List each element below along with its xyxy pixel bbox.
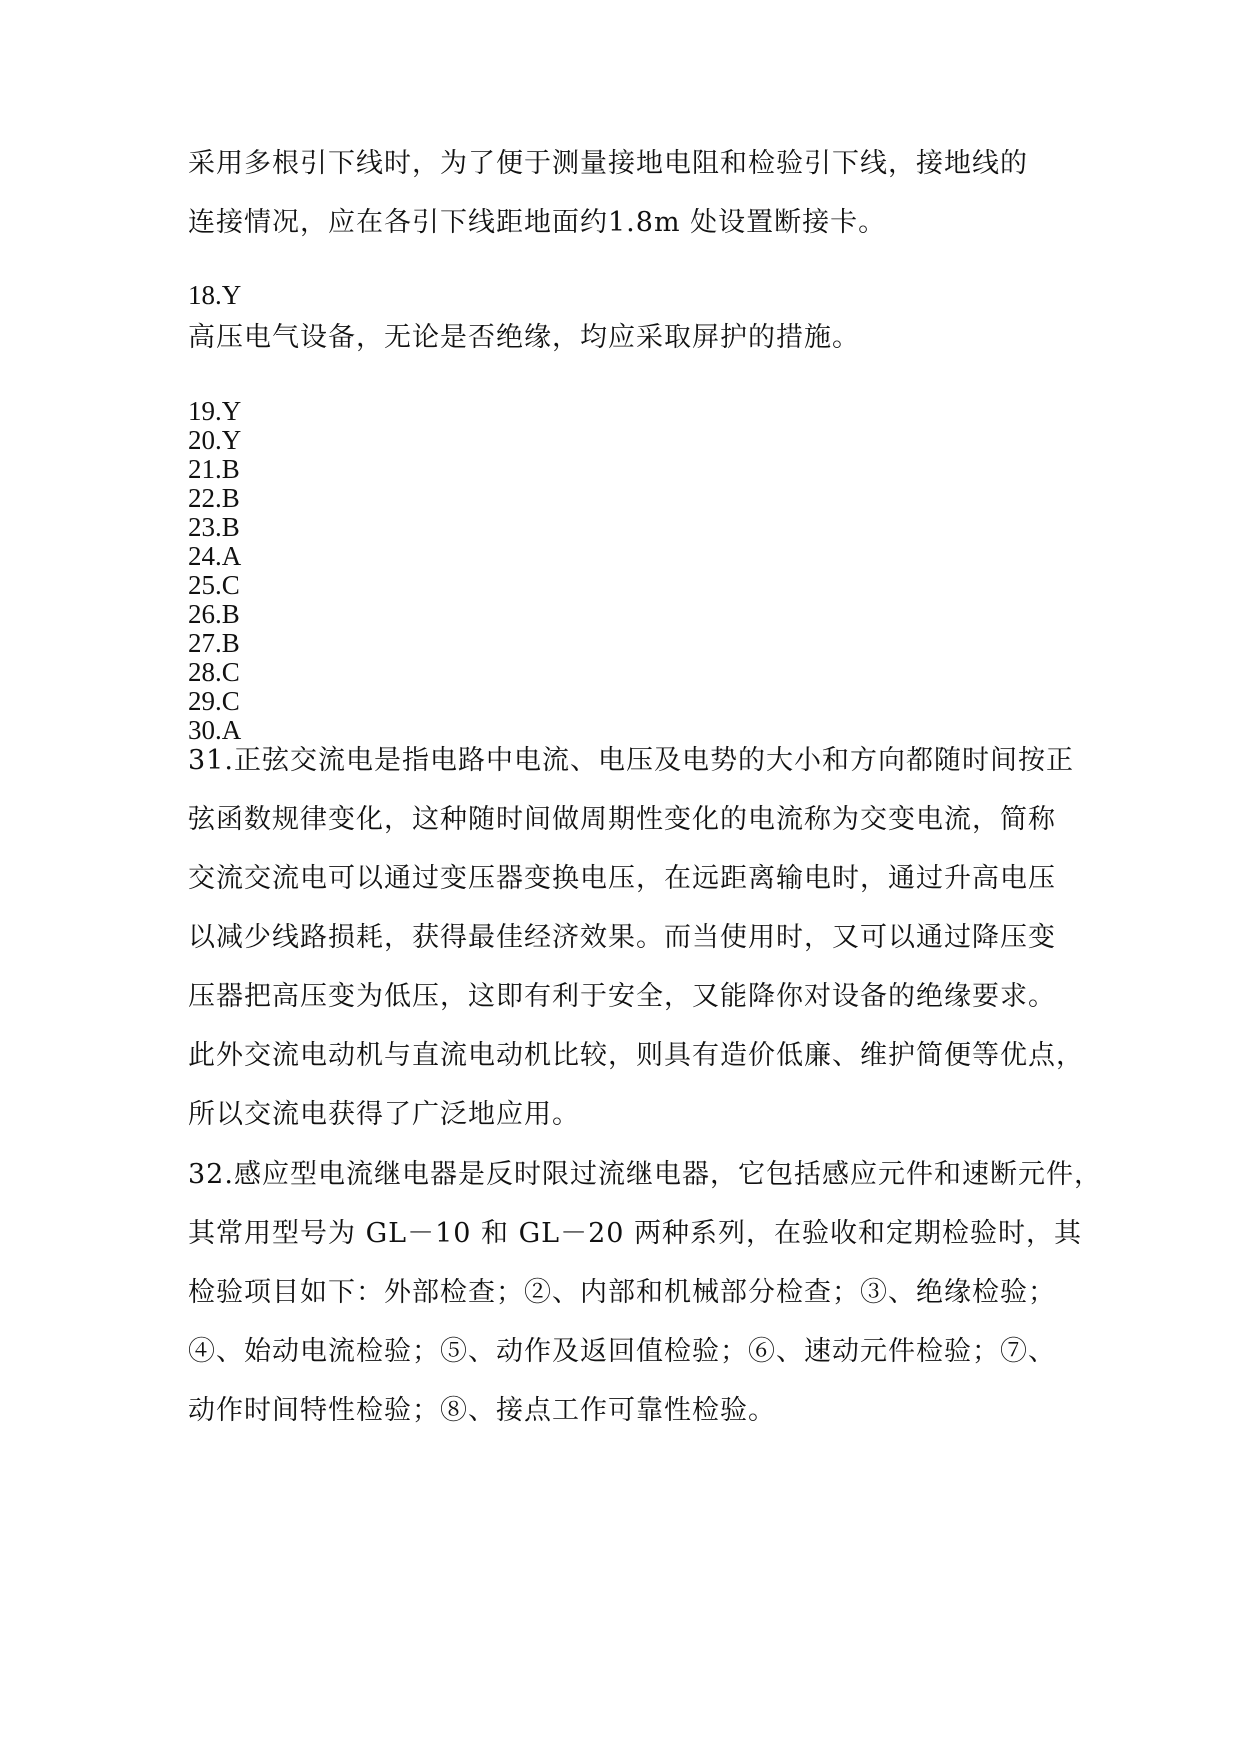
- item-18-label: 18.Y: [188, 280, 242, 310]
- answer-20: 20.Y: [188, 425, 242, 455]
- paragraph-17-line-2: 连接情况，应在各引下线距地面约1.8m 处设置断接卡。: [188, 207, 887, 238]
- answer-26: 26.B: [188, 599, 240, 629]
- item-32-line-1: 32.感应型电流继电器是反时限过流继电器，它包括感应元件和速断元件，: [188, 1159, 1102, 1190]
- item-31-line-5: 压器把高压变为低压，这即有利于安全，又能降你对设备的绝缘要求。: [188, 981, 1056, 1012]
- answer-21: 21.B: [188, 454, 240, 484]
- paragraph-17-line-1: 采用多根引下线时，为了便于测量接地电阻和检验引下线，接地线的: [188, 148, 1028, 179]
- answer-30: 30.A: [188, 715, 242, 745]
- item-32-line-2: 其常用型号为 GL－10 和 GL－20 两种系列，在验收和定期检验时，其: [188, 1218, 1083, 1249]
- answer-27: 27.B: [188, 628, 240, 658]
- answer-28: 28.C: [188, 657, 240, 687]
- item-31-line-1: 31.正弦交流电是指电路中电流、电压及电势的大小和方向都随时间按正: [188, 745, 1074, 776]
- item-31-line-3: 交流交流电可以通过变压器变换电压，在远距离输电时，通过升高电压: [188, 863, 1056, 894]
- item-18-text: 高压电气设备，无论是否绝缘，均应采取屏护的措施。: [188, 322, 860, 353]
- answer-25: 25.C: [188, 570, 240, 600]
- answer-22: 22.B: [188, 483, 240, 513]
- answer-23: 23.B: [188, 512, 240, 542]
- item-31-line-6: 此外交流电动机与直流电动机比较，则具有造价低廉、维护简便等优点，: [188, 1040, 1084, 1071]
- item-31-line-4: 以减少线路损耗，获得最佳经济效果。而当使用时，又可以通过降压变: [188, 922, 1056, 953]
- item-32-line-4: ④、始动电流检验；⑤、动作及返回值检验；⑥、速动元件检验；⑦、: [188, 1336, 1056, 1367]
- answer-29: 29.C: [188, 686, 240, 716]
- answer-19: 19.Y: [188, 396, 242, 426]
- item-32-line-3: 检验项目如下：外部检查；②、内部和机械部分检查；③、绝缘检验；: [188, 1277, 1056, 1308]
- item-32-line-5: 动作时间特性检验；⑧、接点工作可靠性检验。: [188, 1395, 776, 1426]
- item-31-line-7: 所以交流电获得了广泛地应用。: [188, 1099, 580, 1130]
- item-31-line-2: 弦函数规律变化，这种随时间做周期性变化的电流称为交变电流，简称: [188, 804, 1056, 835]
- answer-24: 24.A: [188, 541, 242, 571]
